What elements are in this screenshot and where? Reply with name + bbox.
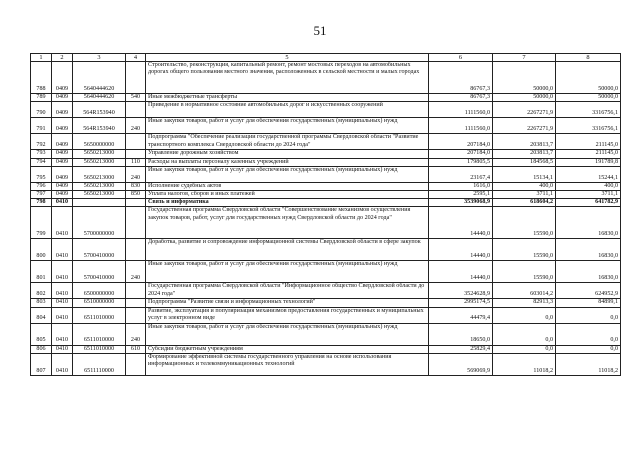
amount-year-1-cell: 1111560,0 <box>429 102 493 118</box>
section-code-cell: 0409 <box>52 118 73 134</box>
row-number-cell: 791 <box>31 118 52 134</box>
amount-year-2-cell: 15590,0 <box>493 261 556 283</box>
amount-year-1-cell: 86767,3 <box>429 62 493 94</box>
amount-year-1-cell: 18650,0 <box>429 323 493 345</box>
amount-year-3-cell: 0,0 <box>556 307 621 323</box>
item-name-cell: Приведение в нормативное состояние автомобильных дорог и искусственных сооружений <box>146 102 429 118</box>
table-row <box>31 150 621 158</box>
section-code-cell: 0409 <box>52 150 73 158</box>
amount-year-1-cell: 207184,0 <box>429 134 493 150</box>
budget-table <box>30 53 621 376</box>
amount-year-2-cell: 82913,3 <box>493 299 556 307</box>
row-number-cell: 796 <box>31 182 52 190</box>
item-name-cell: Подпрограмма "Обеспечение реализации государственной программы Свердловской области "Развитие транспортного комплекса Свердловской области до 2024 года" <box>146 134 429 150</box>
amount-year-2-cell: 3711,1 <box>493 191 556 199</box>
target-article-code-cell: 5700000000 <box>73 207 126 239</box>
row-number-cell: 790 <box>31 102 52 118</box>
amount-year-1-cell: 14440,0 <box>429 261 493 283</box>
item-name-cell: Строительство, реконструкция, капитальный ремонт, ремонт мостовых переходов на автомобильных дорогах общего пользования местного значения, расположенных в сельской местности и малых городах <box>146 62 429 94</box>
table-row <box>31 323 621 345</box>
amount-year-2-cell: 15590,0 <box>493 207 556 239</box>
amount-year-1-cell: 86767,3 <box>429 94 493 102</box>
expense-type-code-cell: 240 <box>126 323 146 345</box>
amount-year-1-cell: 14440,0 <box>429 207 493 239</box>
expense-type-code-cell: 240 <box>126 166 146 182</box>
expense-type-code-cell: 610 <box>126 345 146 353</box>
header-cell: 4 <box>126 54 146 62</box>
amount-year-1-cell: 14440,0 <box>429 239 493 261</box>
amount-year-3-cell: 0,0 <box>556 345 621 353</box>
section-code-cell: 0410 <box>52 261 73 283</box>
table-row <box>31 102 621 118</box>
section-code-cell: 0410 <box>52 239 73 261</box>
table-row <box>31 191 621 199</box>
table-row <box>31 207 621 239</box>
amount-year-2-cell: 0,0 <box>493 307 556 323</box>
row-number-cell: 804 <box>31 307 52 323</box>
section-code-cell: 0410 <box>52 323 73 345</box>
amount-year-2-cell: 400,0 <box>493 182 556 190</box>
item-name-cell: Иные межбюджетные трансферты <box>146 94 429 102</box>
header-row <box>31 54 621 62</box>
expense-type-code-cell <box>126 199 146 207</box>
row-number-cell: 805 <box>31 323 52 345</box>
amount-year-3-cell: 3316756,1 <box>556 118 621 134</box>
table-row <box>31 239 621 261</box>
amount-year-2-cell: 618604,2 <box>493 199 556 207</box>
amount-year-3-cell: 50000,0 <box>556 62 621 94</box>
section-code-cell: 0410 <box>52 199 73 207</box>
item-name-cell: Иные закупки товаров, работ и услуг для обеспечения государственных (муниципальных) нужд <box>146 118 429 134</box>
target-article-code-cell: 5640444620 <box>73 94 126 102</box>
header-cell: 2 <box>52 54 73 62</box>
amount-year-3-cell: 3711,1 <box>556 191 621 199</box>
section-code-cell: 0409 <box>52 94 73 102</box>
target-article-code-cell: 5650213000 <box>73 166 126 182</box>
amount-year-3-cell: 11018,2 <box>556 353 621 375</box>
amount-year-2-cell: 203813,7 <box>493 134 556 150</box>
amount-year-3-cell: 211145,0 <box>556 134 621 150</box>
section-code-cell: 0409 <box>52 182 73 190</box>
table-row <box>31 283 621 299</box>
amount-year-3-cell: 84899,1 <box>556 299 621 307</box>
target-article-code-cell: 5650213000 <box>73 150 126 158</box>
row-number-cell: 803 <box>31 299 52 307</box>
amount-year-3-cell: 50000,0 <box>556 94 621 102</box>
expense-type-code-cell <box>126 207 146 239</box>
row-number-cell: 806 <box>31 345 52 353</box>
section-code-cell: 0410 <box>52 353 73 375</box>
item-name-cell: Уплата налогов, сборов и иных платежей <box>146 191 429 199</box>
target-article-code-cell <box>73 199 126 207</box>
table-row <box>31 345 621 353</box>
item-name-cell: Доработка, развитие и сопровождение информационной системы Свердловской области в сфере закупок <box>146 239 429 261</box>
amount-year-3-cell: 3316756,1 <box>556 102 621 118</box>
amount-year-2-cell: 0,0 <box>493 345 556 353</box>
amount-year-2-cell: 203813,7 <box>493 150 556 158</box>
section-code-cell: 0410 <box>52 283 73 299</box>
section-code-cell: 0409 <box>52 62 73 94</box>
amount-year-2-cell: 2267271,9 <box>493 102 556 118</box>
section-code-cell: 0409 <box>52 158 73 166</box>
item-name-cell: Исполнение судебных актов <box>146 182 429 190</box>
target-article-code-cell: 6500000000 <box>73 283 126 299</box>
header-cell: 8 <box>556 54 621 62</box>
expense-type-code-cell: 830 <box>126 182 146 190</box>
amount-year-1-cell: 179805,5 <box>429 158 493 166</box>
item-name-cell: Формирование эффективной системы государственного управления на основе использования информационных и телекоммуникационных технологий <box>146 353 429 375</box>
row-number-cell: 797 <box>31 191 52 199</box>
expense-type-code-cell <box>126 353 146 375</box>
amount-year-3-cell: 191789,8 <box>556 158 621 166</box>
expense-type-code-cell <box>126 299 146 307</box>
header-cell: 3 <box>73 54 126 62</box>
page-number: 51 <box>313 23 327 38</box>
expense-type-code-cell: 240 <box>126 118 146 134</box>
target-article-code-cell: 5700410000 <box>73 261 126 283</box>
table-row <box>31 199 621 207</box>
target-article-code-cell: 6511110000 <box>73 353 126 375</box>
row-number-cell: 802 <box>31 283 52 299</box>
amount-year-2-cell: 0,0 <box>493 323 556 345</box>
amount-year-3-cell: 16830,0 <box>556 239 621 261</box>
item-name-cell: Иные закупки товаров, работ и услуг для обеспечения государственных (муниципальных) нужд <box>146 166 429 182</box>
amount-year-1-cell: 1111560,0 <box>429 118 493 134</box>
target-article-code-cell: 6510000000 <box>73 299 126 307</box>
item-name-cell: Государственная программа Свердловской области "Совершенствование механизмов осуществления закупок товаров, работ, услуг для государственных нужд Свердловской области до 2024 года" <box>146 207 429 239</box>
amount-year-2-cell: 50000,0 <box>493 62 556 94</box>
section-code-cell: 0409 <box>52 166 73 182</box>
amount-year-1-cell: 3539068,9 <box>429 199 493 207</box>
header-cell: 1 <box>31 54 52 62</box>
item-name-cell: Управление дорожным хозяйством <box>146 150 429 158</box>
amount-year-3-cell: 15244,1 <box>556 166 621 182</box>
amount-year-2-cell: 15590,0 <box>493 239 556 261</box>
item-name-cell: Иные закупки товаров, работ и услуг для обеспечения государственных (муниципальных) нужд <box>146 261 429 283</box>
row-number-cell: 807 <box>31 353 52 375</box>
amount-year-2-cell: 15134,1 <box>493 166 556 182</box>
row-number-cell: 794 <box>31 158 52 166</box>
amount-year-3-cell: 16830,0 <box>556 207 621 239</box>
amount-year-1-cell: 3524628,9 <box>429 283 493 299</box>
expense-type-code-cell: 850 <box>126 191 146 199</box>
amount-year-1-cell: 23167,4 <box>429 166 493 182</box>
expense-type-code-cell <box>126 239 146 261</box>
target-article-code-cell: 5650213000 <box>73 158 126 166</box>
item-name-cell: Государственная программа Свердловской области "Информационное общество Свердловской области до 2024 года" <box>146 283 429 299</box>
row-number-cell: 793 <box>31 150 52 158</box>
amount-year-3-cell: 641782,9 <box>556 199 621 207</box>
target-article-code-cell: 5650213000 <box>73 191 126 199</box>
expense-type-code-cell <box>126 62 146 94</box>
amount-year-2-cell: 2267271,9 <box>493 118 556 134</box>
item-name-cell: Иные закупки товаров, работ и услуг для обеспечения государственных (муниципальных) нужд <box>146 323 429 345</box>
expense-type-code-cell <box>126 134 146 150</box>
amount-year-2-cell: 184568,5 <box>493 158 556 166</box>
expense-type-code-cell: 540 <box>126 94 146 102</box>
amount-year-2-cell: 11018,2 <box>493 353 556 375</box>
section-code-cell: 0410 <box>52 345 73 353</box>
header-cell: 7 <box>493 54 556 62</box>
item-name-cell: Субсидии бюджетным учреждениям <box>146 345 429 353</box>
section-code-cell: 0410 <box>52 299 73 307</box>
target-article-code-cell: 5650000000 <box>73 134 126 150</box>
amount-year-1-cell: 1616,0 <box>429 182 493 190</box>
table-row <box>31 134 621 150</box>
amount-year-3-cell: 16830,0 <box>556 261 621 283</box>
table-row <box>31 261 621 283</box>
section-code-cell: 0409 <box>52 102 73 118</box>
target-article-code-cell: 564R153940 <box>73 102 126 118</box>
table-row <box>31 307 621 323</box>
amount-year-3-cell: 400,0 <box>556 182 621 190</box>
amount-year-2-cell: 603014,2 <box>493 283 556 299</box>
expense-type-code-cell <box>126 307 146 323</box>
table-row <box>31 353 621 375</box>
amount-year-1-cell: 25829,4 <box>429 345 493 353</box>
amount-year-1-cell: 569069,9 <box>429 353 493 375</box>
expense-type-code-cell: 240 <box>126 261 146 283</box>
target-article-code-cell: 564R153940 <box>73 118 126 134</box>
amount-year-1-cell: 44479,4 <box>429 307 493 323</box>
table-body <box>31 62 621 376</box>
target-article-code-cell: 5650213000 <box>73 182 126 190</box>
row-number-cell: 788 <box>31 62 52 94</box>
amount-year-1-cell: 2995174,5 <box>429 299 493 307</box>
target-article-code-cell: 6511010000 <box>73 307 126 323</box>
table-row <box>31 182 621 190</box>
expense-type-code-cell <box>126 283 146 299</box>
row-number-cell: 792 <box>31 134 52 150</box>
row-number-cell: 789 <box>31 94 52 102</box>
expense-type-code-cell <box>126 102 146 118</box>
section-code-cell: 0410 <box>52 207 73 239</box>
row-number-cell: 800 <box>31 239 52 261</box>
amount-year-3-cell: 624952,9 <box>556 283 621 299</box>
target-article-code-cell: 5700410000 <box>73 239 126 261</box>
expense-type-code-cell: 110 <box>126 158 146 166</box>
table-row <box>31 158 621 166</box>
section-code-cell: 0409 <box>52 134 73 150</box>
item-name-cell: Развитие, эксплуатация и популяризация механизмов предоставления государственных и муниципальных услуг в электронном виде <box>146 307 429 323</box>
amount-year-3-cell: 0,0 <box>556 323 621 345</box>
row-number-cell: 801 <box>31 261 52 283</box>
amount-year-2-cell: 50000,0 <box>493 94 556 102</box>
table-row <box>31 118 621 134</box>
header-cell: 6 <box>429 54 493 62</box>
row-number-cell: 795 <box>31 166 52 182</box>
item-name-cell: Расходы на выплаты персоналу казенных учреждений <box>146 158 429 166</box>
table-row <box>31 166 621 182</box>
expense-type-code-cell <box>126 150 146 158</box>
target-article-code-cell: 6511010000 <box>73 345 126 353</box>
item-name-cell: Связь и информатика <box>146 199 429 207</box>
target-article-code-cell: 5640444620 <box>73 62 126 94</box>
row-number-cell: 798 <box>31 199 52 207</box>
row-number-cell: 799 <box>31 207 52 239</box>
amount-year-1-cell: 2595,1 <box>429 191 493 199</box>
item-name-cell: Подпрограмма "Развитие связи и информационных технологий" <box>146 299 429 307</box>
table-row <box>31 94 621 102</box>
section-code-cell: 0410 <box>52 307 73 323</box>
target-article-code-cell: 6511010000 <box>73 323 126 345</box>
amount-year-3-cell: 211145,0 <box>556 150 621 158</box>
header-cell: 5 <box>146 54 429 62</box>
table-row <box>31 299 621 307</box>
table-row <box>31 62 621 94</box>
amount-year-1-cell: 207184,0 <box>429 150 493 158</box>
section-code-cell: 0409 <box>52 191 73 199</box>
